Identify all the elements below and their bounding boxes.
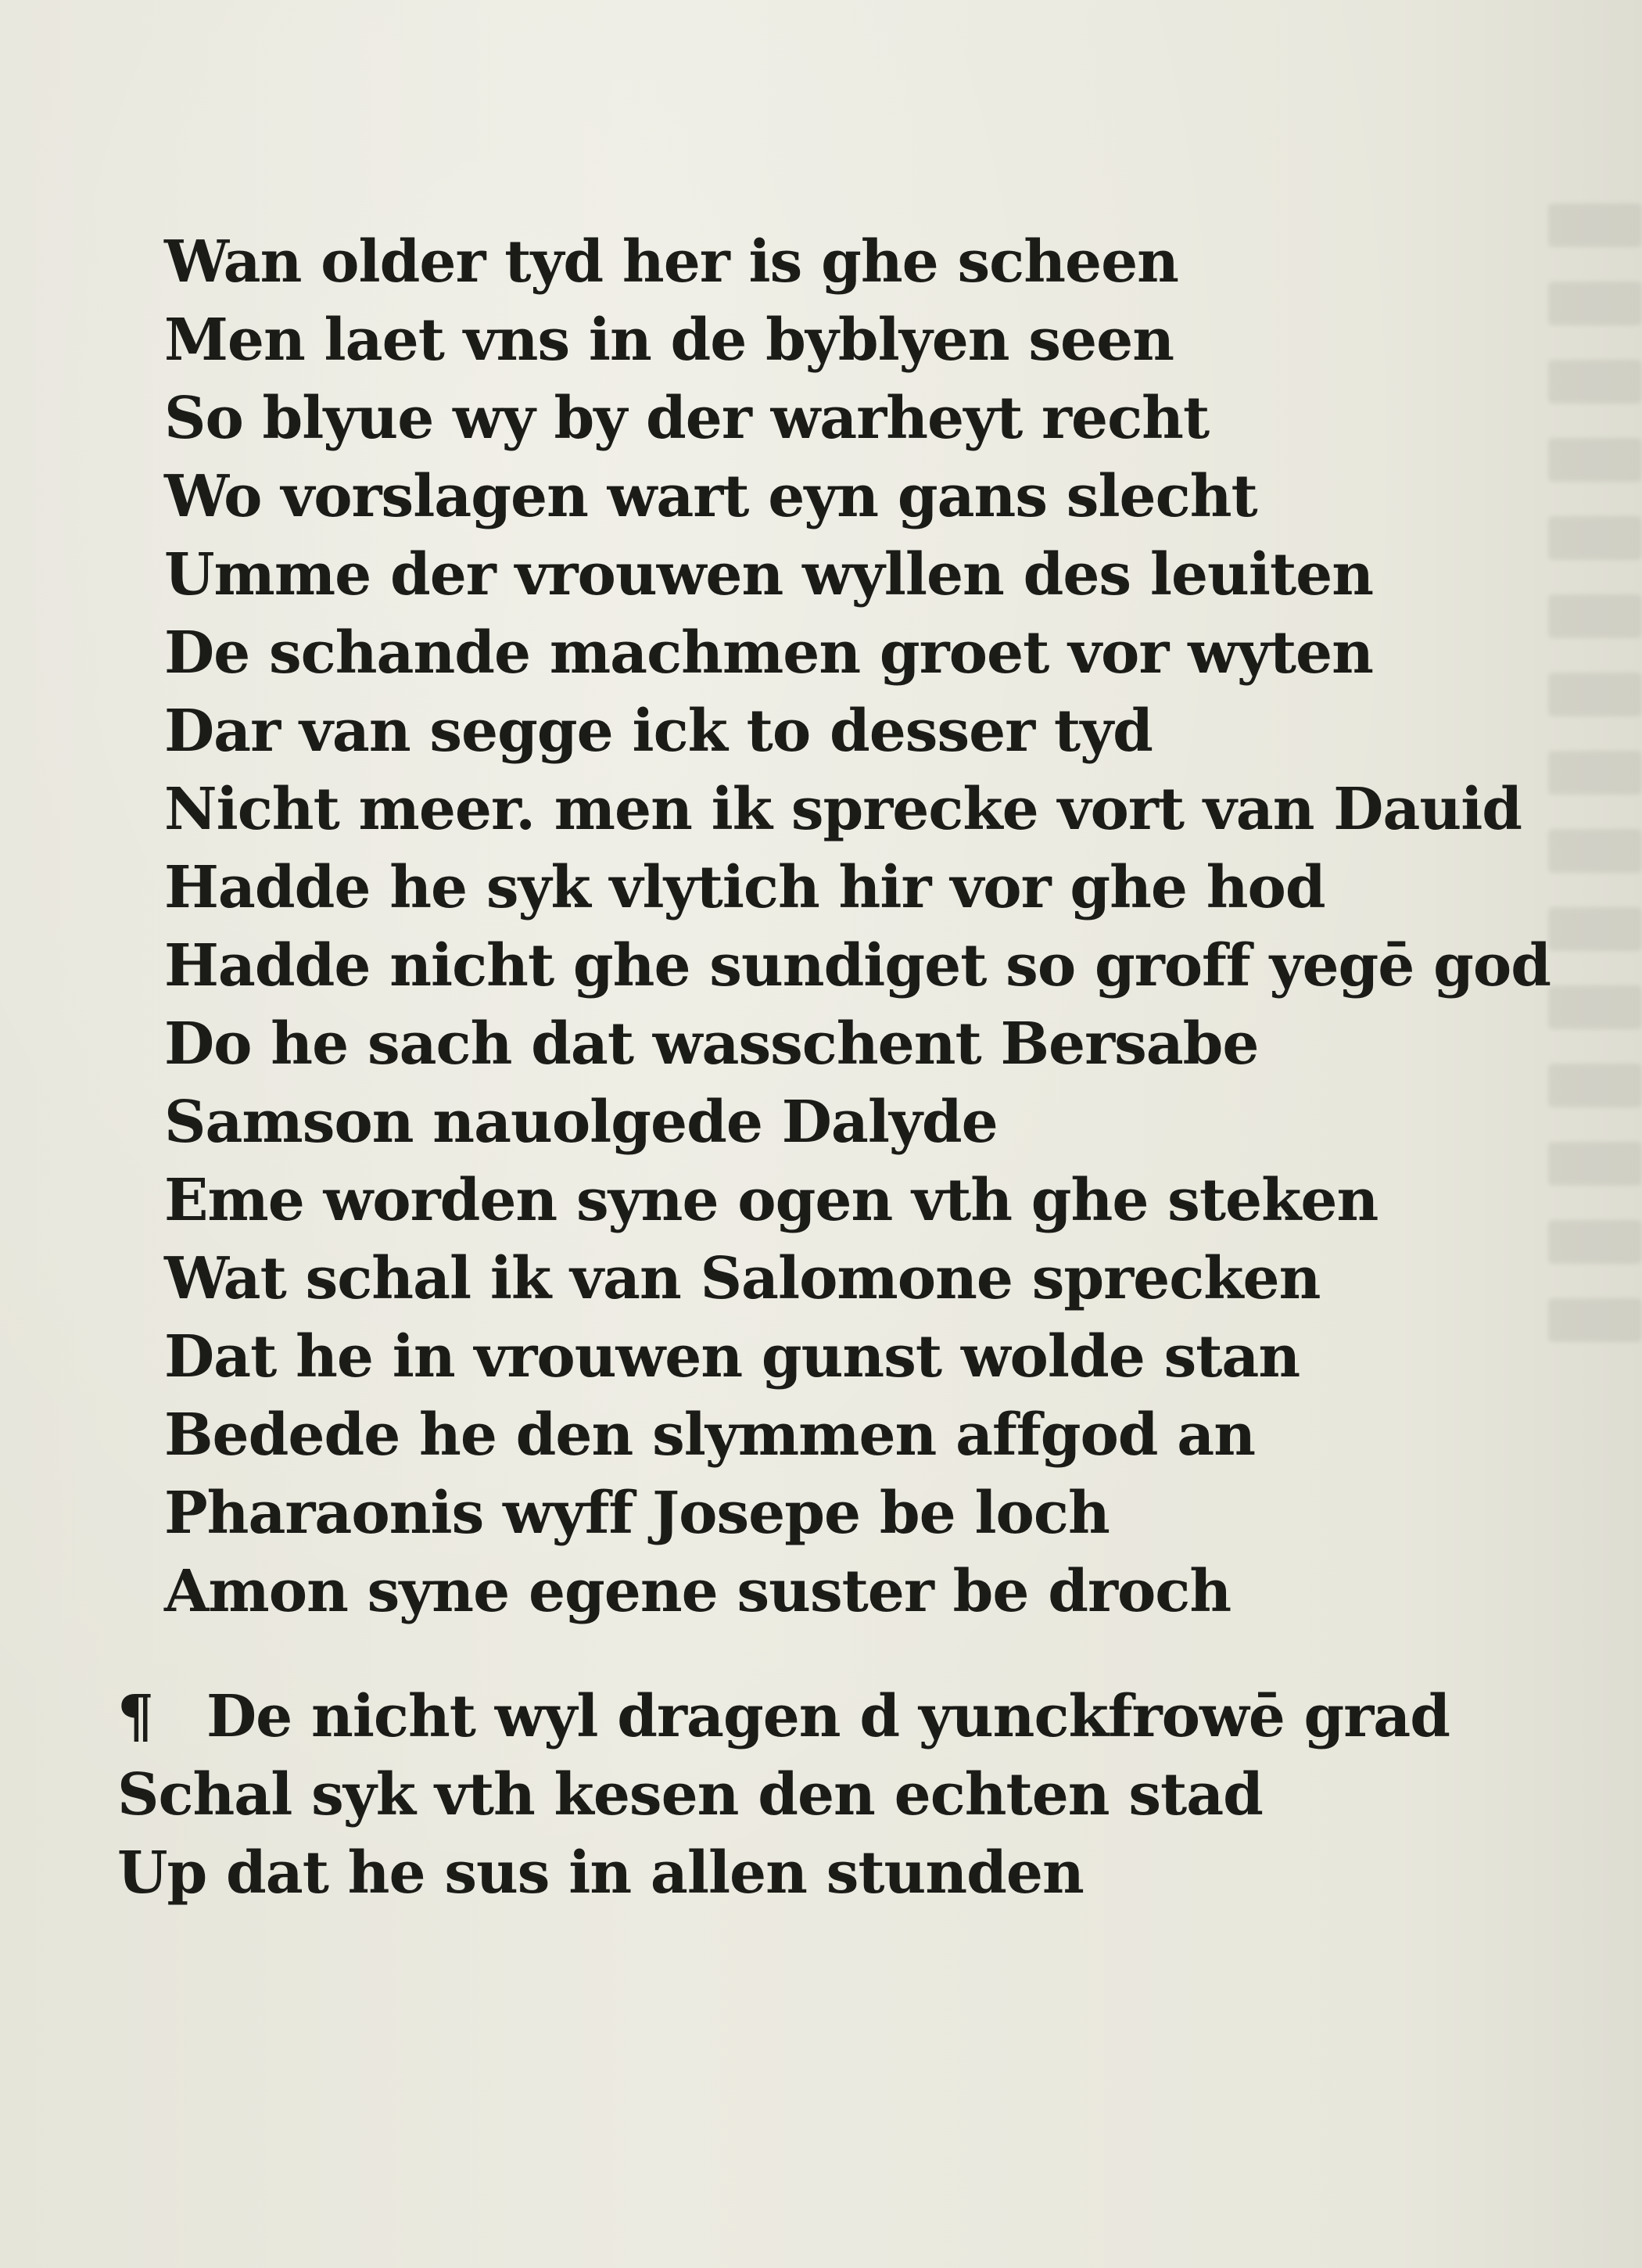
stanza-1 bbox=[164, 223, 1551, 1631]
verse-line: Amon syne egene suster be droch bbox=[164, 1558, 1232, 1625]
verse-line bbox=[117, 1678, 1450, 1756]
verse-line-text: De nicht wyl dragen d yunckfrowē grad bbox=[206, 1683, 1450, 1750]
verse-line: Up dat he sus in allen stunden bbox=[117, 1839, 1084, 1907]
verse-line: Wat schal ik van Salomone sprecken bbox=[164, 1245, 1321, 1312]
verse-line: Umme der vrouwen wyllen des leuiten bbox=[164, 541, 1374, 608]
verse-line: Dat he in vrouwen gunst wolde stan bbox=[164, 1323, 1300, 1391]
verse-line: Nicht meer. men ik sprecke vort van Dauid bbox=[164, 776, 1522, 843]
verse-line: Eme worden syne ogen vth ghe steken bbox=[164, 1167, 1378, 1234]
verse-line: Wo vorslagen wart eyn gans slecht bbox=[164, 463, 1257, 530]
verse-line: Men laet vns in de byblyen seen bbox=[164, 307, 1174, 374]
verse-line: Schal syk vth kesen den echten stad bbox=[117, 1761, 1263, 1828]
stanza-2 bbox=[117, 1678, 1450, 1912]
verse-line: Hadde he syk vlytich hir vor ghe hod bbox=[164, 854, 1325, 921]
verse-line: Dar van segge ick to desser tyd bbox=[164, 698, 1153, 765]
verse-line: So blyue wy by der warheyt recht bbox=[164, 385, 1210, 452]
verse-line: Do he sach dat wasschent Bersabe bbox=[164, 1010, 1259, 1078]
verse-line: Bedede he den slymmen affgod an bbox=[164, 1401, 1256, 1469]
pilcrow-mark: ¶ bbox=[117, 1683, 154, 1750]
verse-line: Samson nauolgede Dalyde bbox=[164, 1089, 998, 1156]
verse-line: Pharaonis wyff Josepe be loch bbox=[164, 1480, 1110, 1547]
verse-line: De schande machmen groet vor wyten bbox=[164, 619, 1373, 687]
show-through-shadow bbox=[1548, 203, 1642, 1376]
verse-line: Hadde nicht ghe sundiget so groff yegē god bbox=[164, 932, 1551, 999]
verse-line: Wan older tyd her is ghe scheen bbox=[164, 228, 1178, 296]
